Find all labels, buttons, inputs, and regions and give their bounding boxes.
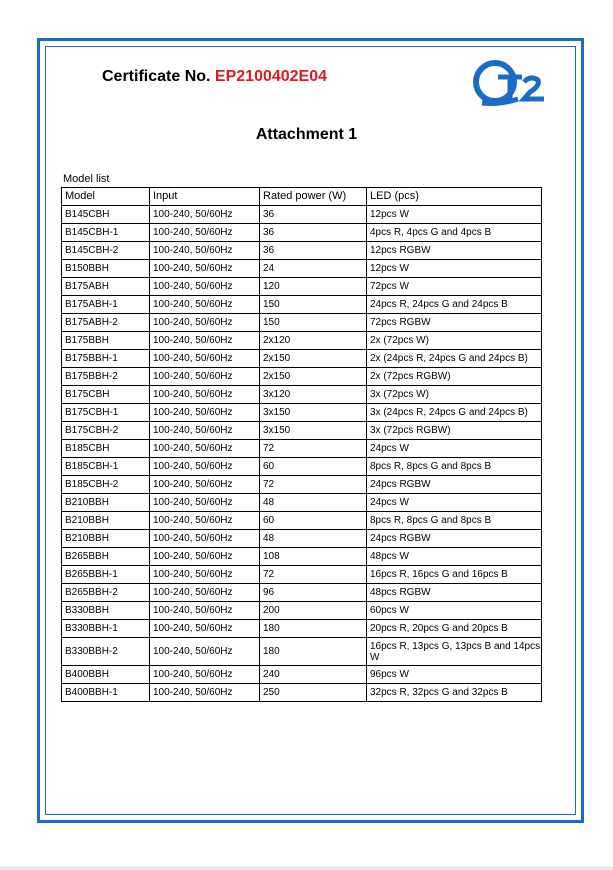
table-row <box>62 260 542 278</box>
rated-power-cell: 48 <box>260 530 367 548</box>
table-header-row <box>62 188 542 206</box>
model-cell: B145CBH-2 <box>62 242 150 260</box>
table-row <box>62 620 542 638</box>
led-cell: 24pcs RGBW <box>367 530 542 548</box>
model-cell: B175CBH-1 <box>62 404 150 422</box>
table-row <box>62 242 542 260</box>
led-cell: 24pcs RGBW <box>367 476 542 494</box>
rated-power-cell: 250 <box>260 684 367 702</box>
rated-power-cell: 72 <box>260 476 367 494</box>
rated-power-cell: 72 <box>260 440 367 458</box>
attachment-title: Attachment 1 <box>255 126 358 143</box>
model-cell: B400BBH-1 <box>62 684 150 702</box>
led-cell: 48pcs W <box>367 548 542 566</box>
table-row <box>62 440 542 458</box>
input-cell: 100-240, 50/60Hz <box>150 440 260 458</box>
input-cell: 100-240, 50/60Hz <box>150 422 260 440</box>
table-row <box>62 206 542 224</box>
table-row <box>62 548 542 566</box>
rated-power-cell: 60 <box>260 512 367 530</box>
table-row <box>62 602 542 620</box>
rated-power-cell: 3x120 <box>260 386 367 404</box>
led-cell: 24pcs R, 24pcs G and 24pcs B <box>367 296 542 314</box>
model-cell: B175CBH <box>62 386 150 404</box>
led-cell: 60pcs W <box>367 602 542 620</box>
led-cell: 3x (72pcs W) <box>367 386 542 404</box>
table-row <box>62 314 542 332</box>
led-cell: 12pcs W <box>367 260 542 278</box>
input-cell: 100-240, 50/60Hz <box>150 350 260 368</box>
input-cell: 100-240, 50/60Hz <box>150 206 260 224</box>
rated-power-cell: 240 <box>260 666 367 684</box>
rated-power-cell: 200 <box>260 602 367 620</box>
page-bottom-edge <box>0 866 613 870</box>
rated-power-cell: 72 <box>260 566 367 584</box>
led-cell: 8pcs R, 8pcs G and 8pcs B <box>367 458 542 476</box>
led-cell: 4pcs R, 4pcs G and 4pcs B <box>367 224 542 242</box>
table-row <box>62 404 542 422</box>
model-cell: B175ABH <box>62 278 150 296</box>
rated-power-cell: 2x150 <box>260 350 367 368</box>
input-cell: 100-240, 50/60Hz <box>150 494 260 512</box>
rated-power-cell: 36 <box>260 224 367 242</box>
led-cell: 12pcs W <box>367 206 542 224</box>
input-cell: 100-240, 50/60Hz <box>150 666 260 684</box>
led-cell: 2x (24pcs R, 24pcs G and 24pcs B) <box>367 350 542 368</box>
table-row <box>62 332 542 350</box>
table-row <box>62 638 542 666</box>
led-cell: 96pcs W <box>367 666 542 684</box>
table-row <box>62 684 542 702</box>
table-row <box>62 666 542 684</box>
model-cell: B150BBH <box>62 260 150 278</box>
rated-power-cell: 60 <box>260 458 367 476</box>
input-cell: 100-240, 50/60Hz <box>150 242 260 260</box>
model-cell: B175ABH-1 <box>62 296 150 314</box>
model-cell: B175CBH-2 <box>62 422 150 440</box>
column-header-led: LED (pcs) <box>367 188 542 206</box>
led-cell: 16pcs R, 13pcs G, 13pcs B and 14pcs W <box>367 638 542 666</box>
input-cell: 100-240, 50/60Hz <box>150 476 260 494</box>
rated-power-cell: 180 <box>260 620 367 638</box>
input-cell: 100-240, 50/60Hz <box>150 386 260 404</box>
led-cell: 24pcs W <box>367 440 542 458</box>
input-cell: 100-240, 50/60Hz <box>150 684 260 702</box>
led-cell: 16pcs R, 16pcs G and 16pcs B <box>367 566 542 584</box>
table-row <box>62 584 542 602</box>
rated-power-cell: 96 <box>260 584 367 602</box>
led-cell: 3x (72pcs RGBW) <box>367 422 542 440</box>
table-row <box>62 350 542 368</box>
model-cell: B175BBH <box>62 332 150 350</box>
model-cell: B185CBH <box>62 440 150 458</box>
model-cell: B330BBH-2 <box>62 638 150 666</box>
led-cell: 48pcs RGBW <box>367 584 542 602</box>
model-cell: B185CBH-1 <box>62 458 150 476</box>
led-cell: 72pcs RGBW <box>367 314 542 332</box>
column-header-model: Model <box>62 188 150 206</box>
model-cell: B330BBH <box>62 602 150 620</box>
input-cell: 100-240, 50/60Hz <box>150 512 260 530</box>
input-cell: 100-240, 50/60Hz <box>150 602 260 620</box>
tz-logo-icon <box>470 55 550 111</box>
table-row <box>62 368 542 386</box>
rated-power-cell: 24 <box>260 260 367 278</box>
model-cell: B145CBH <box>62 206 150 224</box>
input-cell: 100-240, 50/60Hz <box>150 404 260 422</box>
led-cell: 2x (72pcs RGBW) <box>367 368 542 386</box>
rated-power-cell: 36 <box>260 242 367 260</box>
table-row <box>62 278 542 296</box>
table-row <box>62 566 542 584</box>
column-header-rated-power: Rated power (W) <box>260 188 367 206</box>
model-cell: B175ABH-2 <box>62 314 150 332</box>
rated-power-cell: 108 <box>260 548 367 566</box>
rated-power-cell: 36 <box>260 206 367 224</box>
table-caption: Model list <box>63 173 110 185</box>
table-row <box>62 494 542 512</box>
rated-power-cell: 2x120 <box>260 332 367 350</box>
rated-power-cell: 120 <box>260 278 367 296</box>
model-cell: B145CBH-1 <box>62 224 150 242</box>
model-list-table <box>61 187 542 702</box>
certificate-label: Certificate No. <box>102 68 211 85</box>
table-row <box>62 476 542 494</box>
table-row <box>62 458 542 476</box>
model-cell: B265BBH <box>62 548 150 566</box>
input-cell: 100-240, 50/60Hz <box>150 332 260 350</box>
rated-power-cell: 48 <box>260 494 367 512</box>
model-cell: B175BBH-1 <box>62 350 150 368</box>
input-cell: 100-240, 50/60Hz <box>150 278 260 296</box>
input-cell: 100-240, 50/60Hz <box>150 260 260 278</box>
table-row <box>62 386 542 404</box>
column-header-input: Input <box>150 188 260 206</box>
input-cell: 100-240, 50/60Hz <box>150 584 260 602</box>
rated-power-cell: 150 <box>260 314 367 332</box>
model-cell: B400BBH <box>62 666 150 684</box>
led-cell: 72pcs W <box>367 278 542 296</box>
model-cell: B210BBH <box>62 530 150 548</box>
table-row <box>62 530 542 548</box>
table-row <box>62 296 542 314</box>
model-cell: B210BBH <box>62 494 150 512</box>
input-cell: 100-240, 50/60Hz <box>150 296 260 314</box>
led-cell: 8pcs R, 8pcs G and 8pcs B <box>367 512 542 530</box>
table-row <box>62 512 542 530</box>
rated-power-cell: 180 <box>260 638 367 666</box>
input-cell: 100-240, 50/60Hz <box>150 548 260 566</box>
input-cell: 100-240, 50/60Hz <box>150 368 260 386</box>
rated-power-cell: 3x150 <box>260 422 367 440</box>
model-cell: B330BBH-1 <box>62 620 150 638</box>
table-row <box>62 422 542 440</box>
led-cell: 32pcs R, 32pcs G and 32pcs B <box>367 684 542 702</box>
input-cell: 100-240, 50/60Hz <box>150 458 260 476</box>
input-cell: 100-240, 50/60Hz <box>150 530 260 548</box>
rated-power-cell: 150 <box>260 296 367 314</box>
rated-power-cell: 3x150 <box>260 404 367 422</box>
led-cell: 24pcs W <box>367 494 542 512</box>
table-row <box>62 224 542 242</box>
certificate-number: EP2100402E04 <box>214 68 328 85</box>
rated-power-cell: 2x150 <box>260 368 367 386</box>
model-cell: B265BBH-2 <box>62 584 150 602</box>
input-cell: 100-240, 50/60Hz <box>150 224 260 242</box>
led-cell: 12pcs RGBW <box>367 242 542 260</box>
input-cell: 100-240, 50/60Hz <box>150 638 260 666</box>
model-cell: B265BBH-1 <box>62 566 150 584</box>
model-cell: B175BBH-2 <box>62 368 150 386</box>
model-cell: B185CBH-2 <box>62 476 150 494</box>
led-cell: 20pcs R, 20pcs G and 20pcs B <box>367 620 542 638</box>
certificate-title <box>102 68 327 86</box>
model-cell: B210BBH <box>62 512 150 530</box>
led-cell: 2x (72pcs W) <box>367 332 542 350</box>
input-cell: 100-240, 50/60Hz <box>150 620 260 638</box>
led-cell: 3x (24pcs R, 24pcs G and 24pcs B) <box>367 404 542 422</box>
input-cell: 100-240, 50/60Hz <box>150 566 260 584</box>
input-cell: 100-240, 50/60Hz <box>150 314 260 332</box>
